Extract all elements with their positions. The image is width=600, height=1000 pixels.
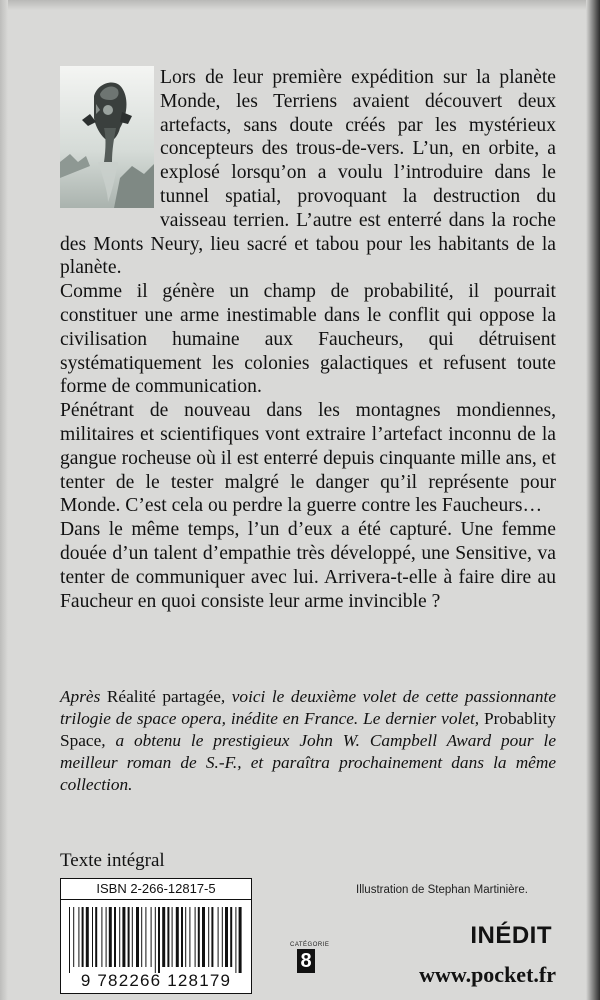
category-badge: [290, 942, 330, 973]
ean-number: 9 782266 128179: [80, 971, 232, 990]
illustration-wrap-spacer: [60, 66, 160, 210]
blurb-text-1: Après: [60, 687, 107, 706]
cover-top-edge: [0, 0, 600, 10]
blurb-title-probability-space: Probablity Space: [60, 709, 556, 750]
texte-integral-label: Texte intégral: [60, 850, 165, 871]
publisher-website: www.pocket.fr: [419, 962, 556, 987]
category-number: 8: [297, 949, 315, 973]
synopsis-paragraph-2: Comme il génère un champ de probabilité, il pourrait constituer une arme inestimable dans le conflit qui oppose la civilisation humaine aux Faucheurs, qui détruisent systématiquement les colonies galactiques et refusent toute forme de communication.: [60, 281, 556, 398]
blurb-text-3: , a obtenu le prestigieux John W. Campbell Award pour le meilleur roman de S.-F., et paraîtra prochainement dans la même collection.: [60, 731, 556, 794]
cover-spine-shadow: [586, 0, 600, 1000]
synopsis-paragraph-1: Lors de leur première expédition sur la planète Monde, les Terriens avaient découvert deux artefacts, sans doute créés par les mystérieux concepteurs des trous-de-vers. L’un, en orbite, a explosé lorsqu’on a voulu l’introduire dans le tunnel spatial, provoquant la destruction du vaisseau terrien. L’autre est enterré dans la roche des Monts Neury, lieu sacré et tabou pour les habitants de la planète.: [60, 67, 556, 279]
illustration-credit: Illustration de Stephan Martinière.: [356, 884, 528, 896]
category-label: CATÉGORIE: [290, 942, 330, 948]
isbn-number: ISBN 2-266-12817-5: [61, 879, 251, 900]
back-cover-synopsis: [60, 66, 556, 613]
blurb-text-2: , voici le deuxième volet de cette passionnante trilogie de space opera, inédite en France. Le dernier volet,: [60, 687, 557, 728]
synopsis-paragraph-4: Dans le même temps, l’un d’eux a été capturé. Une femme douée d’un talent d’empathie très développé, une Sensitive, va tenter de communiquer avec lui. Arrivera-t-elle à faire dire au Faucheur en quoi consiste leur arme invincible ?: [60, 519, 556, 612]
barcode-panel: [60, 878, 252, 994]
blurb-title-realite-partagee: Réalité partagée: [106, 687, 221, 706]
synopsis-paragraph-3: Pénétrant de nouveau dans les montagnes mondiennes, militaires et scientifiques vont extraire l’artefact inconnu de la gangue rocheuse où il est enterré depuis cinquante mille ans, et tenter de le tester malgré le danger qu’il représente pour Monde. C’est cela ou perdre la guerre contre les Faucheurs…: [60, 400, 556, 517]
barcode-icon: [67, 907, 245, 973]
inedit-label: INÉDIT: [470, 922, 552, 949]
cover-left-edge: [0, 0, 8, 1000]
series-blurb: [60, 686, 556, 796]
